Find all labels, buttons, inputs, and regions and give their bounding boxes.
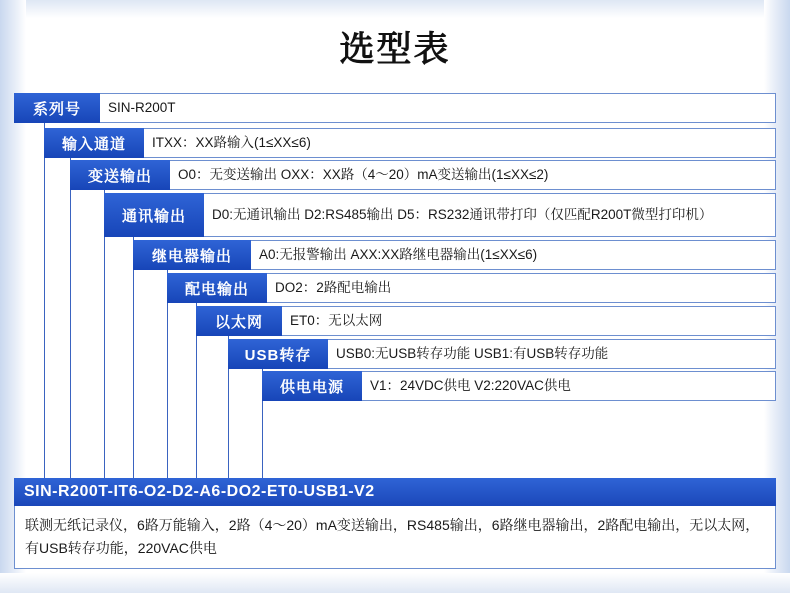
- option-row-value: ITXX：XX路输入(1≤XX≤6): [144, 128, 776, 158]
- option-row: [262, 371, 776, 401]
- option-row-tag: 系列号: [14, 93, 100, 123]
- option-row-tag: 配电输出: [167, 273, 267, 303]
- result-model-code: SIN-R200T-IT6-O2-D2-A6-DO2-ET0-USB1-V2: [14, 478, 776, 506]
- option-row-tag: 变送输出: [70, 160, 170, 190]
- option-row: [196, 306, 776, 336]
- option-row: [44, 128, 776, 158]
- option-row-tag: USB转存: [228, 339, 328, 369]
- option-row-value: SIN-R200T: [100, 93, 776, 123]
- option-row-tag: 继电器输出: [133, 240, 251, 270]
- option-row: [133, 240, 776, 270]
- option-row: [104, 193, 776, 237]
- option-row-value: V1：24VDC供电 V2:220VAC供电: [362, 371, 776, 401]
- result-block: [14, 478, 776, 569]
- option-row-value: A0:无报警输出 AXX:XX路继电器输出(1≤XX≤6): [251, 240, 776, 270]
- option-row-tag: 以太网: [196, 306, 282, 336]
- option-row-tag: 供电电源: [262, 371, 362, 401]
- option-row-value: USB0:无USB转存功能 USB1:有USB转存功能: [328, 339, 776, 369]
- option-row-value: D0:无通讯输出 D2:RS485输出 D5：RS232通讯带打印（仅匹配R200T微型打印机）: [204, 193, 776, 237]
- option-row-tag: 输入通道: [44, 128, 144, 158]
- option-row-value: O0：无变送输出 OXX：XX路（4～20）mA变送输出(1≤XX≤2): [170, 160, 776, 190]
- option-row: [167, 273, 776, 303]
- page-title: 选型表: [339, 30, 451, 69]
- option-row: [14, 93, 776, 123]
- option-row-value: ET0：无以太网: [282, 306, 776, 336]
- result-description: 联测无纸记录仪，6路万能输入，2路（4～20）mA变送输出，RS485输出，6路继电器输出，2路配电输出，无以太网，有USB转存功能，220VAC供电: [14, 506, 776, 569]
- connector-line-4: [133, 237, 134, 478]
- connector-line-1: [44, 123, 45, 478]
- connector-line-2: [70, 158, 71, 478]
- option-row: [228, 339, 776, 369]
- option-row-value: DO2：2路配电输出: [267, 273, 776, 303]
- option-row: [70, 160, 776, 190]
- option-row-tag: 通讯输出: [104, 193, 204, 237]
